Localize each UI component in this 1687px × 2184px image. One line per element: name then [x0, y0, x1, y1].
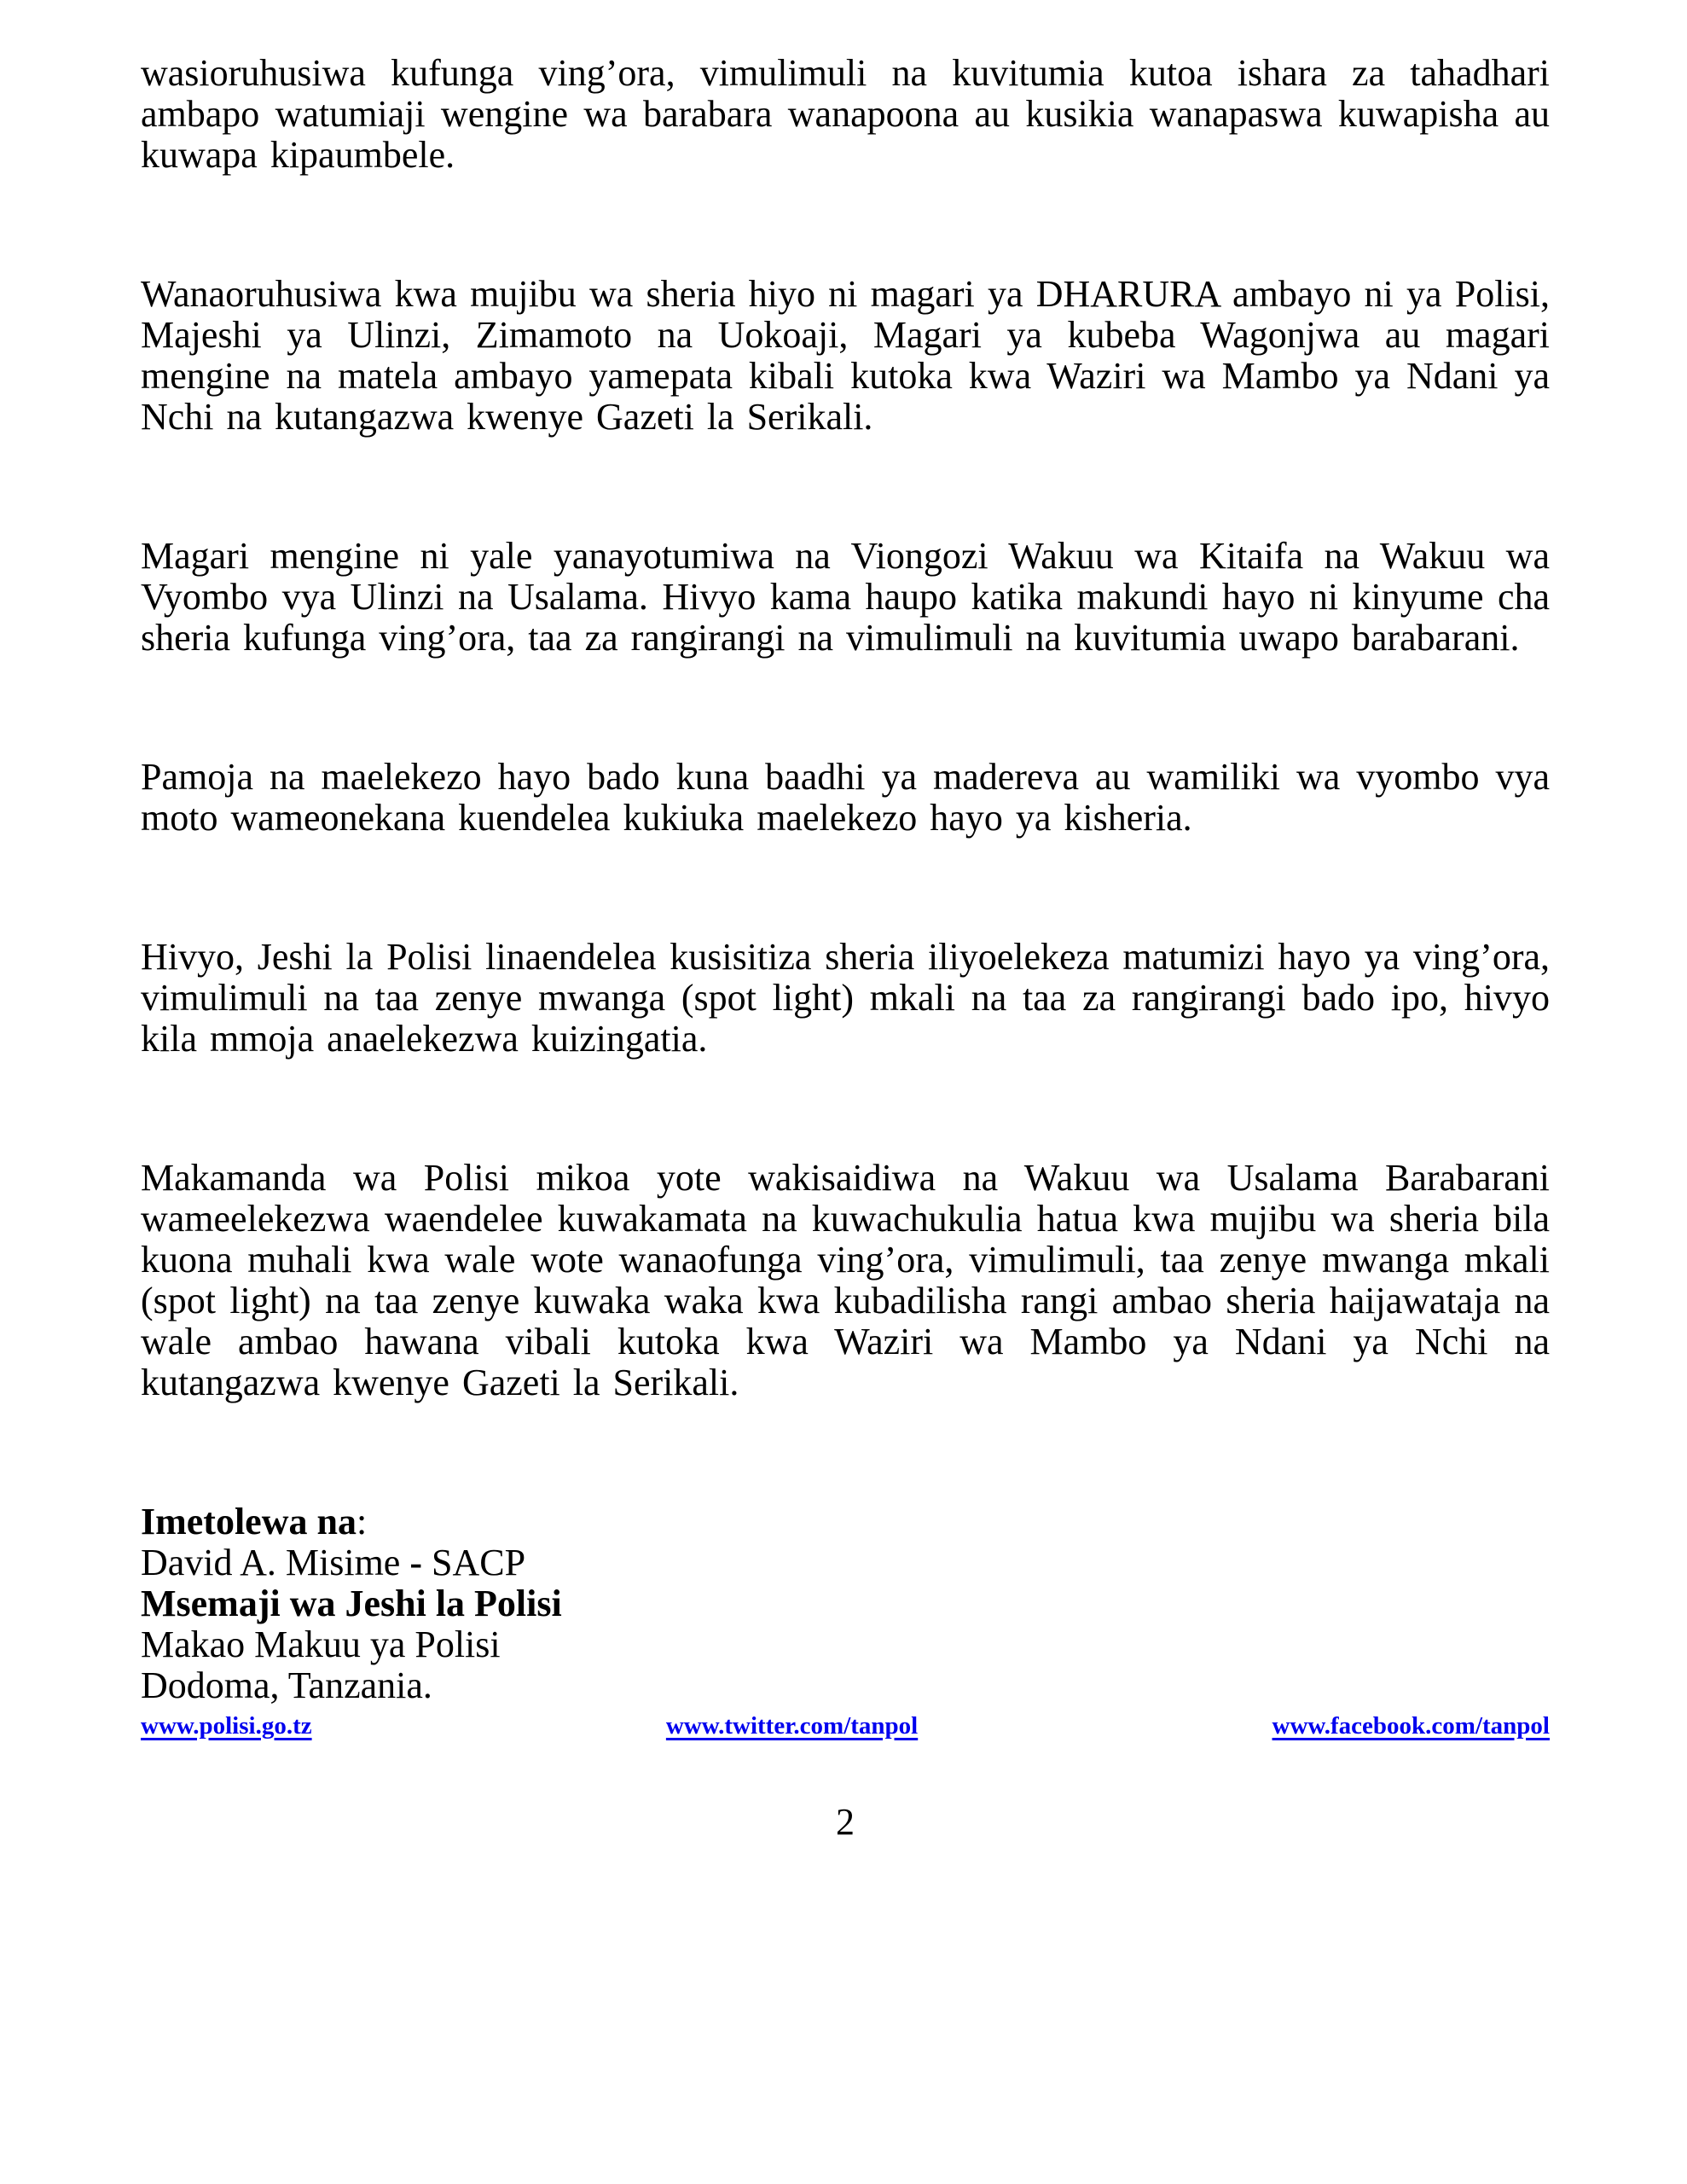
facebook-link[interactable]: www.facebook.com/tanpol [1272, 1712, 1550, 1740]
paragraph-4: Pamoja na maelekezo hayo bado kuna baadhi ya madereva au wamiliki wa vyombo vya moto wameonekana kuendelea kukiuka maelekezo hayo ya kisheria. [141, 756, 1550, 839]
headquarters-line: Makao Makuu ya Polisi [141, 1623, 501, 1665]
footer-links-row [141, 1711, 1550, 1740]
signature-block [141, 1502, 1550, 1740]
spokesperson-title: Msemaji wa Jeshi la Polisi [141, 1583, 562, 1624]
police-website-link[interactable]: www.polisi.go.tz [141, 1712, 312, 1740]
spokesperson-name-text: David A. Misime [141, 1542, 410, 1583]
issued-by-colon: : [356, 1501, 368, 1542]
page-content [141, 53, 1550, 1843]
page-number: 2 [836, 1801, 855, 1843]
issued-by-label: Imetolewa na [141, 1501, 357, 1542]
paragraph-6: Makamanda wa Polisi mikoa yote wakisaidiwa na Wakuu wa Usalama Barabarani wameelekezwa waendelee kuwakamata na kuwachukulia hatua kwa mujibu wa sheria bila kuona muhali kwa wale wote wanaofunga ving’ora, vimulimuli, taa zenye mwanga mkali (spot light) na taa zenye kuwaka waka kwa kubadilisha rangi ambao sheria haijawataja na wale ambao hawana vibali kutoka kwa Waziri wa Mambo ya Ndani ya Nchi na kutangazwa kwenye Gazeti la Serikali. [141, 1157, 1550, 1403]
paragraph-2: Wanaoruhusiwa kwa mujibu wa sheria hiyo ni magari ya DHARURA ambayo ni ya Polisi, Majeshi ya Ulinzi, Zimamoto na Uokoaji, Magari ya kubeba Wagonjwa au magari mengine na matela ambayo yamepata kibali kutoka kwa Waziri wa Mambo ya Ndani ya Nchi na kutangazwa kwenye Gazeti la Serikali. [141, 273, 1550, 438]
location-line: Dodoma, Tanzania. [141, 1664, 432, 1706]
paragraph-3: Magari mengine ni yale yanayotumiwa na Viongozi Wakuu wa Kitaifa na Wakuu wa Vyombo vya Ulinzi na Usalama. Hivyo kama haupo katika makundi hayo ni kinyume cha sheria kufunga ving’ora, taa za rangirangi na vimulimuli na kuvitumia uwapo barabarani. [141, 535, 1550, 659]
spokesperson-rank: SACP [421, 1542, 526, 1583]
spokesperson-name-dash: - [409, 1542, 422, 1583]
paragraph-1: wasioruhusiwa kufunga ving’ora, vimulimuli na kuvitumia kutoa ishara za tahadhari ambapo watumiaji wengine wa barabara wanapoona au kusikia wanapaswa kuwapisha au kuwapa kipaumbele. [141, 52, 1550, 176]
twitter-link[interactable]: www.twitter.com/tanpol [665, 1712, 919, 1740]
spokesperson-name [141, 1542, 1550, 1583]
paragraph-5: Hivyo, Jeshi la Polisi linaendelea kusisitiza sheria iliyoelekeza matumizi hayo ya ving’ora, vimulimuli na taa zenye mwanga (spot light) mkali na taa za rangirangi bado ipo, hivyo kila mmoja anaelekezwa kuizingatia. [141, 936, 1550, 1060]
issued-by-line [141, 1502, 1550, 1542]
